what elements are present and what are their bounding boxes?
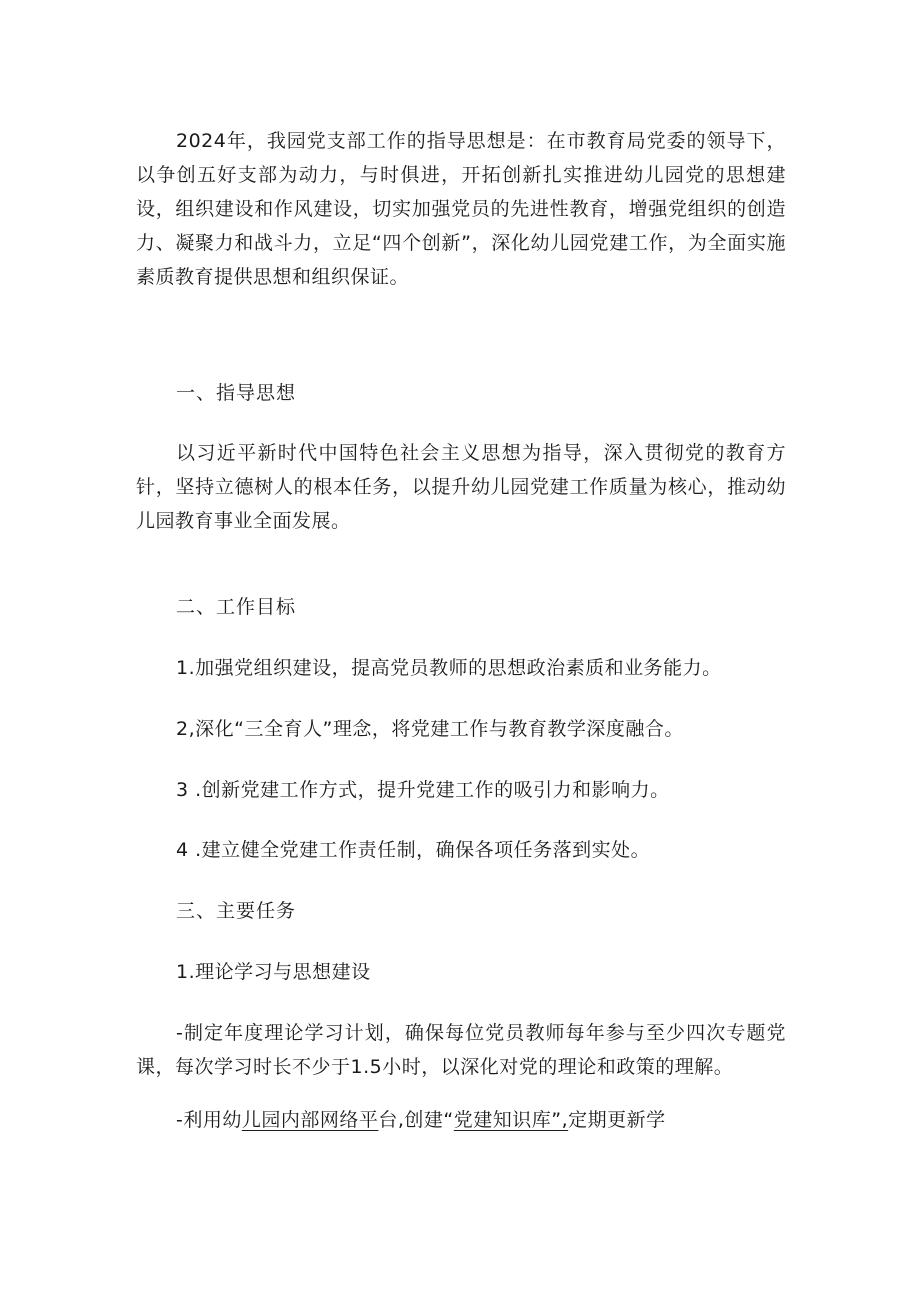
goal-item-4: 4 .建立健全党建工作责任制，确保各项任务落到实处。 — [176, 839, 651, 861]
goal-item-3: 3 .创新党建工作方式，提升党建工作的吸引力和影响力。 — [176, 779, 670, 801]
section-heading-main-tasks: 三、主要任务 — [176, 900, 297, 922]
goal-item-1: 1.加强党组织建设，提高党员教师的思想政治素质和业务能力。 — [176, 657, 722, 679]
underlined-text-knowledge-base: 党建知识库”, — [453, 1109, 569, 1131]
task-bullet-knowledge-base — [176, 1103, 666, 1137]
goal-item-2: 2,深化“三全育人”理念，将党建工作与教育教学深度融合。 — [176, 718, 684, 740]
section-heading-work-goals: 二、工作目标 — [176, 596, 297, 618]
intro-paragraph: 2024年，我园党支部工作的指导思想是：在市教育局党委的领导下，以争创五好支部为动力，与时俱进，开拓创新扎实推进幼儿园党的思想建设，组织建设和作风建设，切实加强党员的先进性教育，增强党组织的创造力、凝聚力和战斗力，立足“四个创新”，深化幼儿园党建工作，为全面实施素质教育提供思想和组织保证。 — [136, 130, 786, 288]
task-subheading-theory-study: 1.理论学习与思想建设 — [176, 961, 371, 983]
guiding-ideology-paragraph: 以习近平新时代中国特色社会主义思想为指导，深入贯彻党的教育方针，坚持立德树人的根本任务，以提升幼儿园党建工作质量为核心，推动幼儿园教育事业全面发展。 — [136, 442, 786, 532]
bullet-text-part: -利用幼 — [176, 1109, 242, 1131]
bullet-text-part: 定期更新学 — [568, 1109, 666, 1131]
bullet-text-part: 台,创建“ — [378, 1109, 454, 1131]
task-bullet-study-plan: -制定年度理论学习计划，确保每位党员教师每年参与至少四次专题党课，每次学习时长不少于1.5小时，以深化对党的理论和政策的理解。 — [136, 1022, 786, 1078]
section-heading-guiding-ideology: 一、指导思想 — [176, 382, 297, 404]
underlined-text-internal-platform: 儿园内部网络平 — [241, 1109, 379, 1131]
